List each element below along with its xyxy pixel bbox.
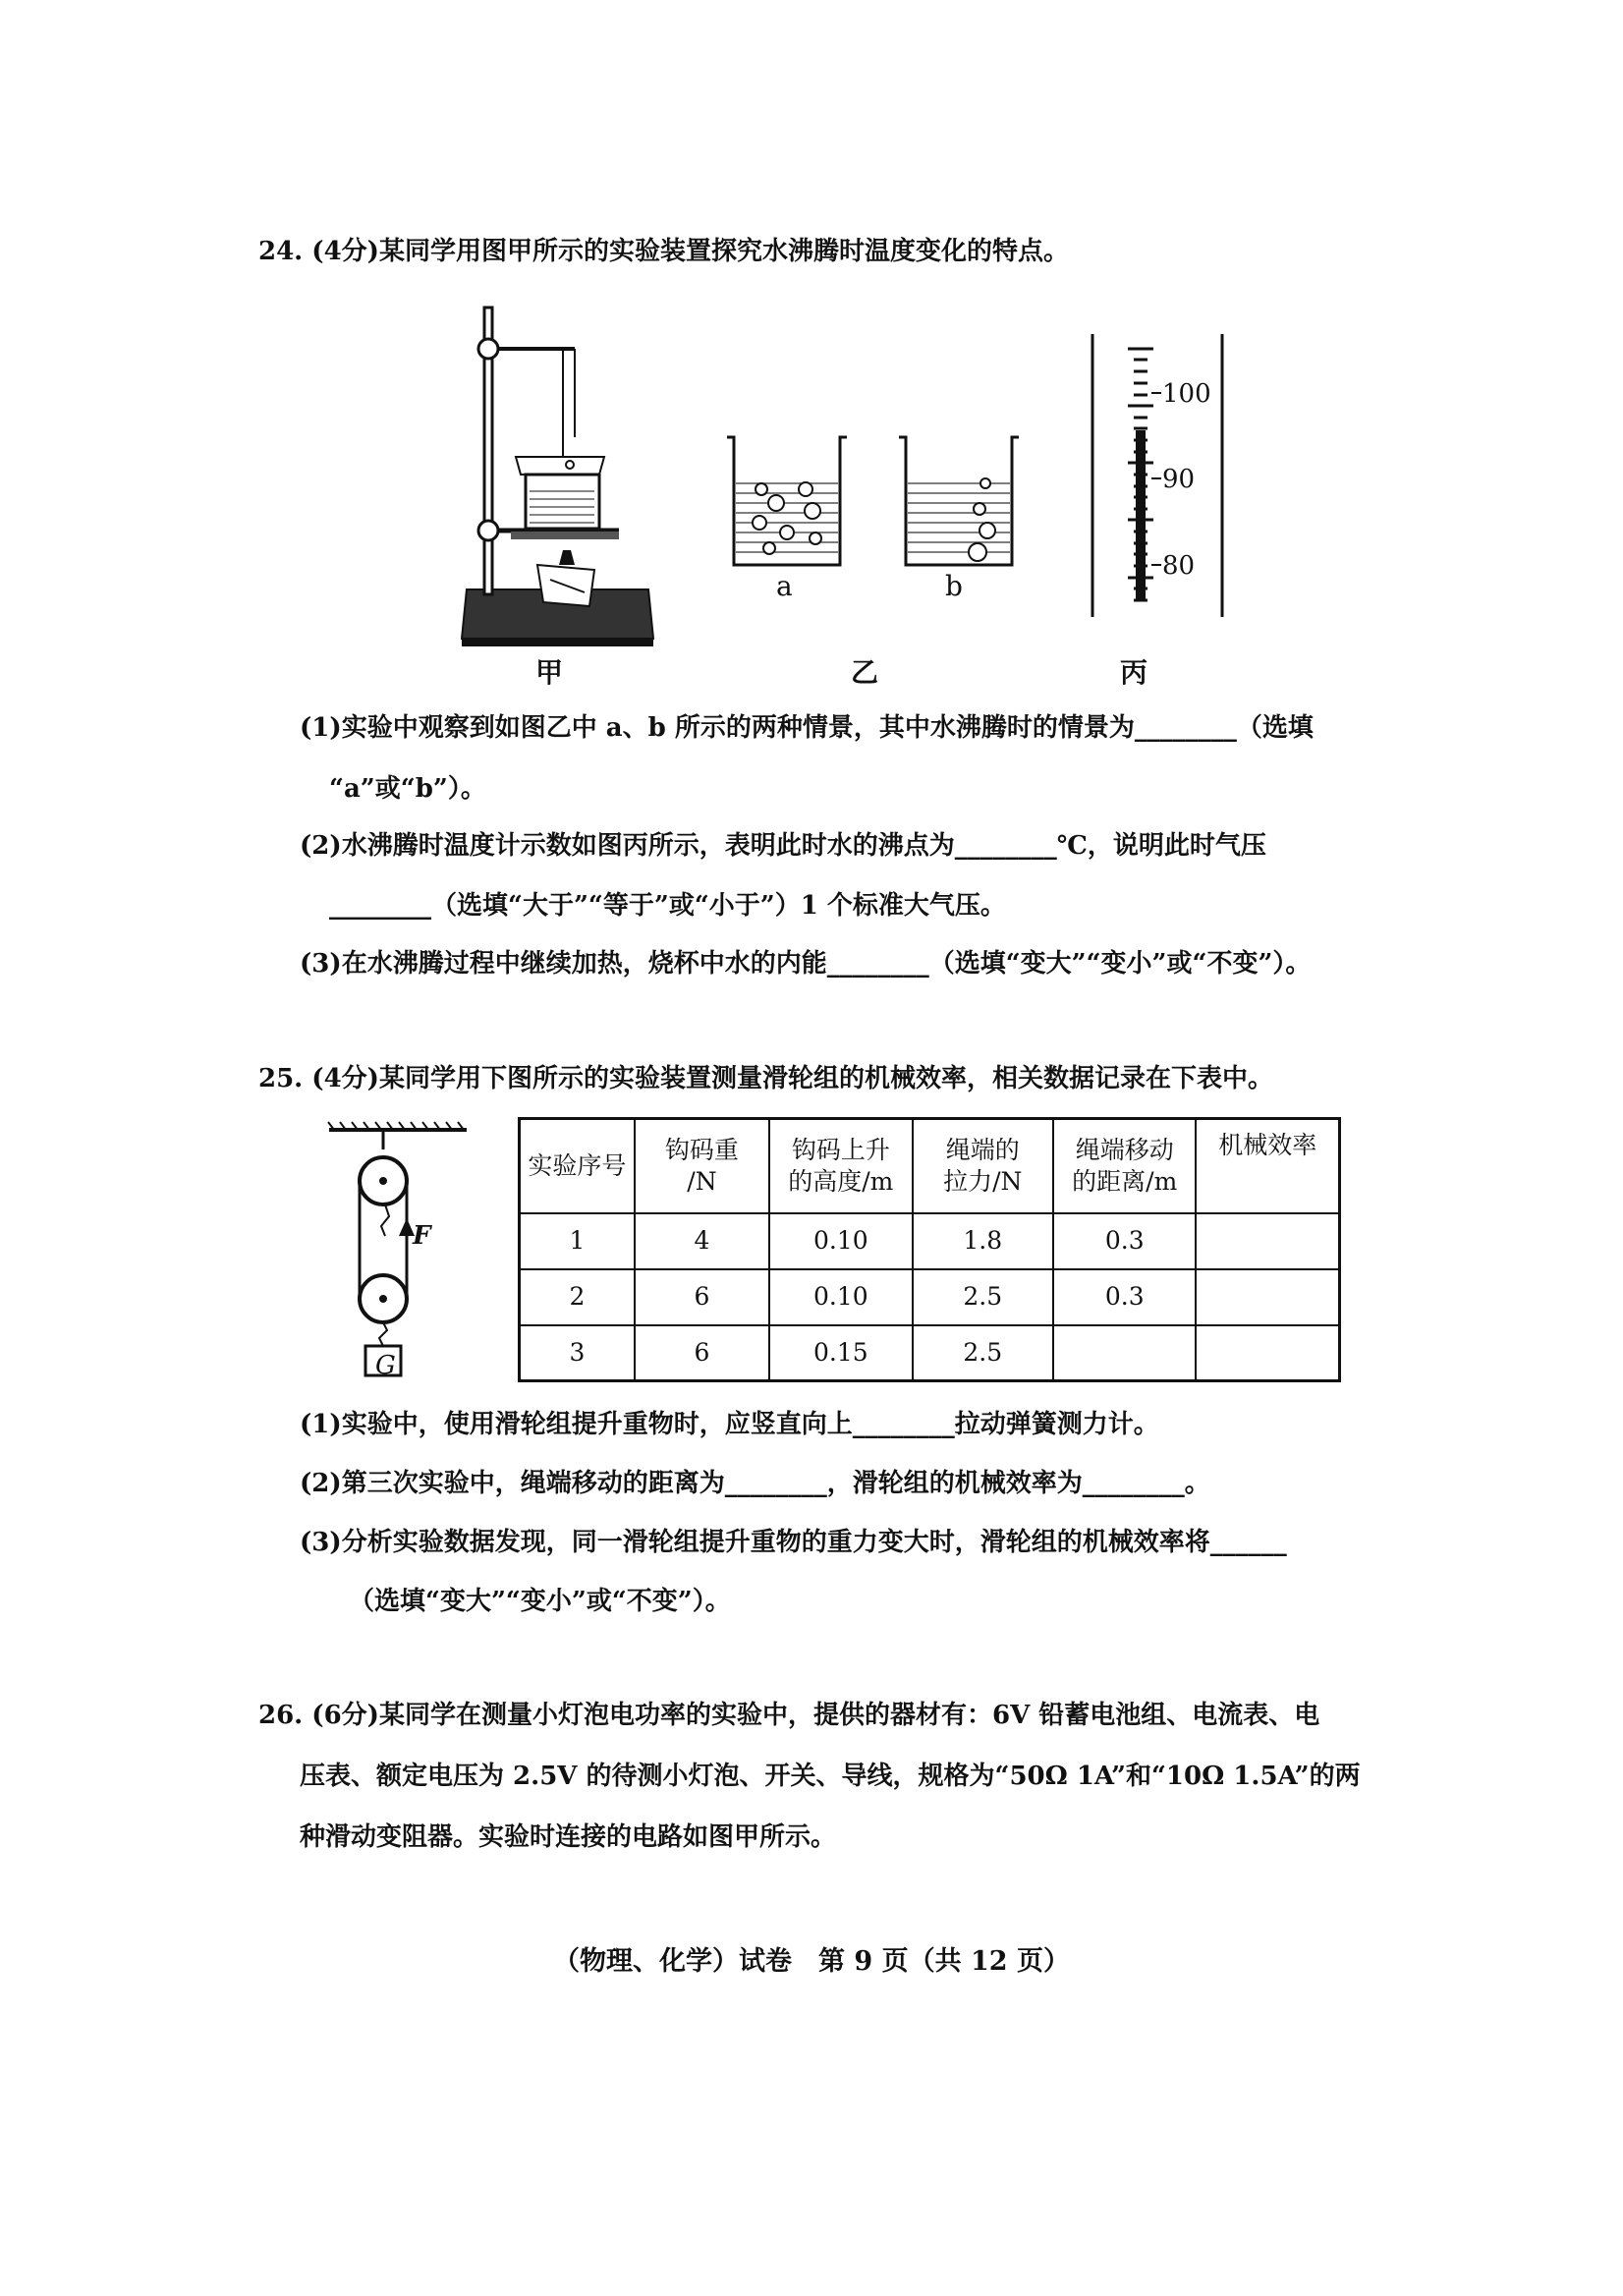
q26-line1: 26. (6分)某同学在测量小灯泡电功率的实验中，提供的器材有：6V 铅蓄电池组、电流表、电 (258, 1701, 1320, 1730)
q24-part2-line2: ________（选填“大于”“等于”或“小于”）1 个标准大气压。 (329, 891, 1006, 921)
fig-yi-beakers (722, 432, 1046, 575)
caption-yi: 乙 (851, 656, 879, 689)
efficiency-table (518, 1117, 1341, 1382)
cell: 1.8 (913, 1213, 1053, 1269)
header-trial: 实验序号 (520, 1119, 635, 1213)
q25-part3-line1: (3)分析实验数据发现，同一滑轮组提升重物的重力变大时，滑轮组的机械效率将______ (300, 1528, 1287, 1557)
q25-part2: (2)第三次实验中，绳端移动的距离为________，滑轮组的机械效率为________。 (300, 1469, 1210, 1498)
q24-part1-line1: (1)实验中观察到如图乙中 a、b 所示的两种情景，其中水沸腾时的情景为________（选填 (300, 713, 1314, 743)
cell: 3 (520, 1325, 635, 1381)
header-distance: 绳端移动 的距离/m (1053, 1119, 1196, 1213)
cell: 0.10 (769, 1269, 912, 1325)
q24-stem: 24. (4分)某同学用图甲所示的实验装置探究水沸腾时温度变化的特点。 (258, 237, 1069, 266)
q25-part3-line2: （选填“变大”“变小”或“不变”）。 (349, 1587, 731, 1616)
cell: 0.10 (769, 1213, 912, 1269)
page-footer: （物理、化学）试卷 第 9 页（共 12 页） (553, 1946, 1070, 1977)
cell: 6 (635, 1325, 769, 1381)
q24-part2-line1: (2)水沸腾时温度计示数如图丙所示，表明此时水的沸点为________℃，说明此时气压 (300, 831, 1266, 861)
header-weight: 钩码重 /N (635, 1119, 769, 1213)
cell-blank (1196, 1269, 1339, 1325)
thermo-label-100: 100 (1162, 379, 1211, 409)
q26-line3: 种滑动变阻器。实验时连接的电路如图甲所示。 (300, 1822, 837, 1852)
cell-blank (1196, 1325, 1339, 1381)
fig-jia-apparatus (447, 300, 658, 653)
q26-line2: 压表、额定电压为 2.5V 的待测小灯泡、开关、导线，规格为“50Ω 1A”和“10Ω 1.5A”的两 (300, 1762, 1361, 1791)
table-header-row (520, 1119, 1340, 1213)
cell: 6 (635, 1269, 769, 1325)
cell: 2.5 (913, 1269, 1053, 1325)
caption-jia: 甲 (535, 656, 564, 689)
q24-part1-line2: “a”或“b”）。 (329, 774, 486, 804)
q25-part1: (1)实验中，使用滑轮组提升重物时，应竖直向上________拉动弹簧测力计。 (300, 1410, 1159, 1439)
table-row (520, 1213, 1340, 1269)
cell: 0.3 (1053, 1269, 1196, 1325)
cell-blank (1053, 1325, 1196, 1381)
weight-label: G (375, 1351, 396, 1380)
caption-bing: 丙 (1120, 656, 1148, 689)
q25-stem: 25. (4分)某同学用下图所示的实验装置测量滑轮组的机械效率，相关数据记录在下表中。 (258, 1064, 1273, 1093)
table-row (520, 1269, 1340, 1325)
thermo-label-80: 80 (1162, 551, 1196, 581)
beaker-b-label: b (945, 570, 963, 602)
cell: 1 (520, 1213, 635, 1269)
header-height: 钩码上升 的高度/m (769, 1119, 912, 1213)
q24-part3: (3)在水沸腾过程中继续加热，烧杯中水的内能________（选填“变大”“变小”或“不变”）。 (300, 949, 1312, 979)
cell-blank (1196, 1213, 1339, 1269)
fig-pulley-system (324, 1120, 472, 1380)
table-row (520, 1325, 1340, 1381)
thermo-label-90: 90 (1162, 465, 1196, 494)
cell: 0.3 (1053, 1213, 1196, 1269)
cell: 2.5 (913, 1325, 1053, 1381)
beaker-a-label: a (776, 570, 793, 602)
force-label: F (413, 1221, 431, 1251)
cell: 2 (520, 1269, 635, 1325)
cell: 0.15 (769, 1325, 912, 1381)
header-force: 绳端的 拉力/N (913, 1119, 1053, 1213)
cell: 4 (635, 1213, 769, 1269)
header-efficiency: 机械效率 (1196, 1119, 1339, 1213)
